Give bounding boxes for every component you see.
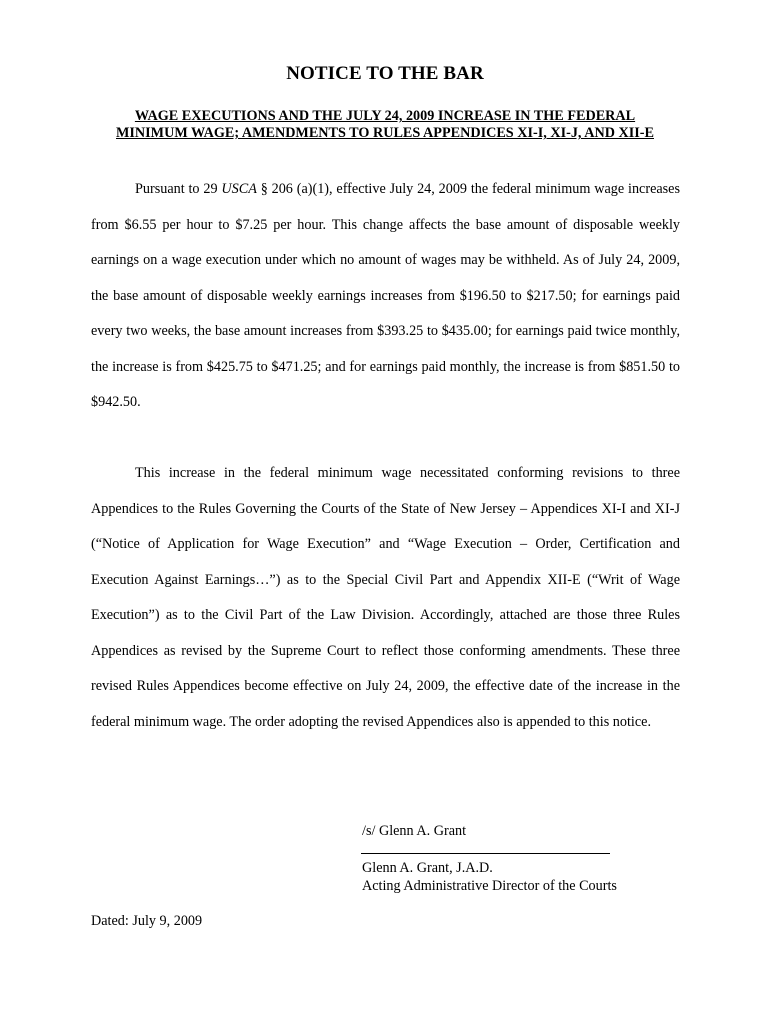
paragraph1-usca: USCA: [221, 181, 257, 197]
notice-title: NOTICE TO THE BAR: [286, 63, 484, 84]
subtitle-line-1: WAGE EXECUTIONS AND THE JULY 24, 2009 INCREASE IN THE FEDERAL: [134, 108, 636, 124]
subtitle-line-2: MINIMUM WAGE; AMENDMENTS TO RULES APPENDICES XI-I, XI-J, AND XII-E: [116, 125, 654, 141]
notice-subtitle: [60, 108, 710, 142]
date-line: Dated: July 9, 2009: [91, 913, 203, 929]
signature-role: Acting Administrative Director of the Courts: [362, 878, 617, 894]
paragraph1-body: § 206 (a)(1), effective July 24, 2009 the federal minimum wage increases from $6.55 per hour to $7.25 per hour. This change affects the base amount of disposable weekly earnings on a wage execution under which no amount of wages may be withheld. As of July 24, 2009, the base amount of disposable weekly earnings increases from $196.50 to $217.50; for earnings paid every two weeks, the base amount increases from $393.25 to $435.00; for earnings paid twice monthly, the increase is from $425.75 to $471.25; and for earnings paid monthly, the increase is from $851.50 to $942.50.: [91, 181, 680, 410]
signature-name: Glenn A. Grant, J.A.D.: [362, 860, 493, 876]
paragraph-minimum-wage-increase: [91, 172, 680, 421]
paragraph1-lead: Pursuant to 29: [135, 181, 222, 197]
signature-electronic: /s/ Glenn A. Grant: [362, 823, 467, 839]
paragraph-rules-appendices: This increase in the federal minimum wage necessitated conforming revisions to three Appendices to the Rules Governing the Courts of the State of New Jersey – Appendices XI-I and XI-J (“Notice of Application for Wage Execution” and “Wage Execution – Order, Certification and Execution Against Earnings…”) as to the Special Civil Part and Appendix XII-E (“Writ of Wage Execution”) as to the Civil Part of the Law Division. Accordingly, attached are those three Rules Appendices as revised by the Supreme Court to reflect those conforming amendments. These three revised Rules Appendices become effective on July 24, 2009, the effective date of the increase in the federal minimum wage. The order adopting the revised Appendices also is appended to this notice.: [91, 465, 680, 730]
signature-line: [361, 853, 610, 854]
